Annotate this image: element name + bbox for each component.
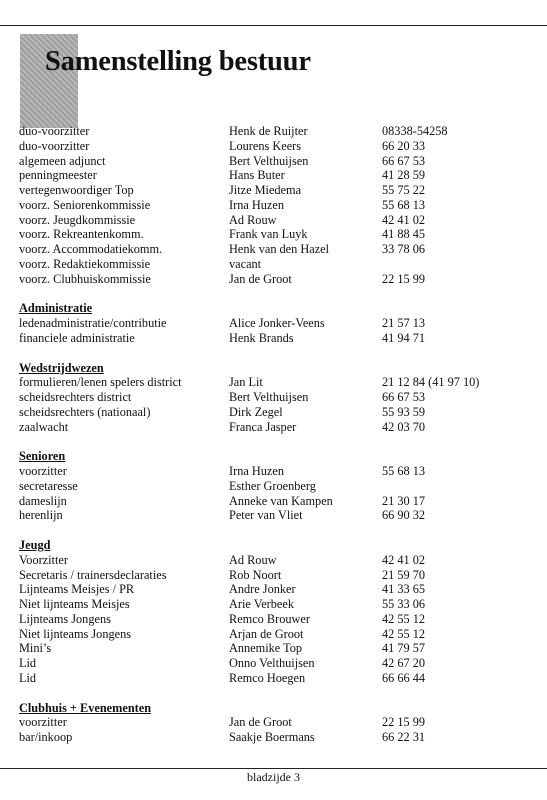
name-cell: Ad Rouw bbox=[229, 552, 277, 567]
table-row bbox=[19, 494, 539, 509]
phone-cell: 42 41 02 bbox=[382, 552, 426, 567]
role-cell: Niet lijnteams Jongens bbox=[19, 626, 132, 641]
phone-cell: 66 20 33 bbox=[382, 138, 426, 153]
phone-cell: 42 55 12 bbox=[382, 611, 426, 626]
table-row bbox=[19, 213, 539, 228]
name-cell: Frank van Luyk bbox=[229, 227, 308, 242]
name-cell: Jan Lit bbox=[229, 375, 263, 390]
name-cell: Saakje Boermans bbox=[229, 730, 315, 744]
page-number: bladzijde 3 bbox=[247, 770, 300, 784]
section-heading: Administratie bbox=[19, 301, 93, 316]
role-cell: voorz. Rekreantenkomm. bbox=[19, 227, 144, 242]
table-row bbox=[19, 316, 539, 331]
name-cell: Anneke van Kampen bbox=[229, 493, 333, 508]
table-row bbox=[19, 612, 539, 627]
phone-cell: 55 33 06 bbox=[382, 597, 426, 611]
table-row bbox=[19, 553, 539, 568]
table-row bbox=[19, 715, 539, 730]
phone-cell: 41 94 71 bbox=[382, 330, 426, 345]
section-jeugd bbox=[19, 538, 539, 686]
phone-cell: 42 67 20 bbox=[382, 656, 426, 670]
bottom-rule bbox=[0, 768, 547, 769]
phone-cell: 21 57 13 bbox=[382, 316, 426, 330]
role-cell: herenlijn bbox=[19, 508, 63, 523]
table-row bbox=[19, 627, 539, 642]
name-cell: Andre Jonker bbox=[229, 582, 296, 597]
name-cell: Peter van Vliet bbox=[229, 508, 303, 523]
role-cell: duo-voorzitter bbox=[19, 138, 90, 153]
table-row bbox=[19, 331, 539, 346]
name-cell: Remco Brouwer bbox=[229, 611, 310, 626]
role-cell: bar/inkoop bbox=[19, 730, 73, 744]
section-wedstrijdwezen bbox=[19, 361, 539, 435]
phone-cell: 41 79 57 bbox=[382, 641, 426, 656]
phone-cell: 41 28 59 bbox=[382, 168, 426, 183]
table-row bbox=[19, 124, 539, 139]
table-row bbox=[19, 420, 539, 435]
role-cell: dameslijn bbox=[19, 493, 67, 508]
phone-cell: 66 22 31 bbox=[382, 730, 426, 744]
name-cell: Arie Verbeek bbox=[229, 597, 294, 611]
board-listing bbox=[19, 124, 539, 745]
table-row bbox=[19, 375, 539, 390]
table-row bbox=[19, 272, 539, 287]
section-heading: Clubhuis + Evenementen bbox=[19, 700, 152, 715]
phone-cell: 55 93 59 bbox=[382, 404, 426, 419]
role-cell: financiele administratie bbox=[19, 330, 135, 345]
role-cell: Voorzitter bbox=[19, 552, 68, 567]
table-row bbox=[19, 597, 539, 612]
table-row bbox=[19, 568, 539, 583]
role-cell: voorz. Seniorenkommissie bbox=[19, 197, 151, 212]
table-row bbox=[19, 139, 539, 154]
table-row bbox=[19, 168, 539, 183]
table-row bbox=[19, 198, 539, 213]
table-row bbox=[19, 671, 539, 686]
phone-cell: 33 78 06 bbox=[382, 242, 426, 256]
phone-cell: 66 66 44 bbox=[382, 670, 426, 685]
section-senioren bbox=[19, 449, 539, 523]
role-cell: duo-voorzitter bbox=[19, 124, 90, 138]
role-cell: secretaresse bbox=[19, 478, 78, 493]
name-cell: Onno Velthuijsen bbox=[229, 656, 315, 670]
name-cell: vacant bbox=[229, 256, 262, 271]
table-row bbox=[19, 479, 539, 494]
board-section bbox=[19, 124, 539, 286]
table-row bbox=[19, 390, 539, 405]
role-cell: Lijnteams Jongens bbox=[19, 611, 111, 626]
table-row bbox=[19, 582, 539, 597]
phone-cell: 55 68 13 bbox=[382, 197, 426, 212]
name-cell: Bert Velthuijsen bbox=[229, 153, 309, 168]
name-cell: Ad Rouw bbox=[229, 212, 277, 227]
role-cell: zaalwacht bbox=[19, 419, 69, 434]
role-cell: Niet lijnteams Meisjes bbox=[19, 597, 130, 611]
name-cell: Remco Hoegen bbox=[229, 670, 306, 685]
section-heading: Wedstrijdwezen bbox=[19, 360, 104, 375]
phone-cell: 22 15 99 bbox=[382, 715, 426, 730]
section-heading: Jeugd bbox=[19, 538, 51, 552]
role-cell: scheidsrechters (nationaal) bbox=[19, 404, 151, 419]
section-administratie bbox=[19, 301, 539, 345]
name-cell: Irna Huzen bbox=[229, 464, 284, 478]
name-cell: Henk van den Hazel bbox=[229, 242, 330, 256]
name-cell: Bert Velthuijsen bbox=[229, 390, 309, 404]
phone-cell: 41 33 65 bbox=[382, 582, 426, 597]
table-row bbox=[19, 508, 539, 523]
name-cell: Henk de Ruijter bbox=[229, 124, 308, 138]
role-cell: scheidsrechters district bbox=[19, 390, 132, 404]
role-cell: penningmeester bbox=[19, 168, 97, 183]
role-cell: voorz. Clubhuiskommissie bbox=[19, 271, 151, 286]
role-cell: Lid bbox=[19, 656, 37, 670]
name-cell: Dirk Zegel bbox=[229, 404, 283, 419]
phone-cell: 21 30 17 bbox=[382, 493, 426, 508]
name-cell: Lourens Keers bbox=[229, 138, 302, 153]
name-cell: Jan de Groot bbox=[229, 271, 292, 286]
name-cell: Jan de Groot bbox=[229, 715, 292, 730]
section-clubhuis-evenementen bbox=[19, 701, 539, 745]
name-cell: Arjan de Groot bbox=[229, 626, 304, 641]
phone-cell: 21 59 70 bbox=[382, 567, 426, 582]
role-cell: Lijnteams Meisjes / PR bbox=[19, 582, 135, 597]
table-row bbox=[19, 257, 539, 272]
role-cell: voorz. Jeugdkommissie bbox=[19, 212, 136, 227]
role-cell: Secretaris / trainersdeclaraties bbox=[19, 567, 167, 582]
table-row bbox=[19, 464, 539, 479]
role-cell: voorz. Accommodatiekomm. bbox=[19, 242, 163, 256]
table-row bbox=[19, 656, 539, 671]
role-cell: Lid bbox=[19, 670, 37, 685]
name-cell: Esther Groenberg bbox=[229, 478, 316, 493]
phone-cell: 66 90 32 bbox=[382, 508, 426, 523]
table-row bbox=[19, 405, 539, 420]
name-cell: Hans Buter bbox=[229, 168, 285, 183]
role-cell: Mini’s bbox=[19, 641, 52, 656]
name-cell: Rob Noort bbox=[229, 567, 282, 582]
name-cell: Alice Jonker-Veens bbox=[229, 316, 325, 330]
name-cell: Irna Huzen bbox=[229, 197, 284, 212]
role-cell: ledenadministratie/contributie bbox=[19, 316, 167, 330]
phone-cell: 41 88 45 bbox=[382, 227, 426, 242]
table-row bbox=[19, 183, 539, 198]
table-row bbox=[19, 227, 539, 242]
name-cell: Jitze Miedema bbox=[229, 183, 302, 197]
role-cell: voorzitter bbox=[19, 715, 67, 730]
phone-cell: 55 75 22 bbox=[382, 183, 426, 197]
name-cell: Franca Jasper bbox=[229, 419, 297, 434]
section-heading: Senioren bbox=[19, 449, 66, 464]
phone-cell: 66 67 53 bbox=[382, 390, 426, 404]
table-row bbox=[19, 154, 539, 169]
phone-cell: 66 67 53 bbox=[382, 153, 426, 168]
role-cell: vertegenwoordiger Top bbox=[19, 183, 134, 197]
name-cell: Henk Brands bbox=[229, 330, 294, 345]
table-row bbox=[19, 730, 539, 745]
role-cell: voorzitter bbox=[19, 464, 67, 478]
table-row bbox=[19, 641, 539, 656]
phone-cell: 21 12 84 (41 97 10) bbox=[382, 375, 480, 390]
name-cell: Annemike Top bbox=[229, 641, 303, 656]
phone-cell: 42 41 02 bbox=[382, 212, 426, 227]
phone-cell: 42 03 70 bbox=[382, 419, 426, 434]
role-cell: formulieren/lenen spelers district bbox=[19, 375, 182, 390]
phone-cell: 55 68 13 bbox=[382, 464, 426, 478]
phone-cell: 22 15 99 bbox=[382, 271, 426, 286]
phone-cell: 42 55 12 bbox=[382, 626, 426, 641]
role-cell: voorz. Redaktiekommissie bbox=[19, 256, 151, 271]
page-title: Samenstelling bestuur bbox=[45, 46, 311, 77]
top-rule bbox=[0, 25, 547, 26]
table-row bbox=[19, 242, 539, 257]
phone-cell: 08338-54258 bbox=[382, 124, 448, 138]
role-cell: algemeen adjunct bbox=[19, 153, 106, 168]
